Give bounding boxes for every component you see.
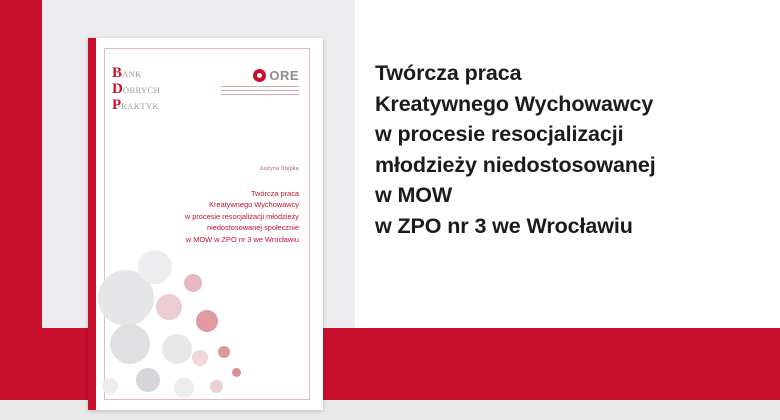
logo-rest-d: OBRYCH xyxy=(122,84,161,95)
logo-row-b xyxy=(112,66,160,82)
headline-line-6: w ZPO nr 3 we Wrocławiu xyxy=(375,213,633,238)
headline-line-2: Kreatywnego Wychowawcy xyxy=(375,91,654,116)
cover-title-line-2: Kreatywnego Wychowawcy xyxy=(209,200,299,210)
cover-title-line-4: niedostosowanej społecznie xyxy=(206,223,299,233)
cover-decorative-circles xyxy=(96,250,323,410)
logo-cap-d: D xyxy=(112,80,123,97)
logo-cap-b: B xyxy=(112,65,123,81)
headline-line-5: w MOW xyxy=(375,183,453,208)
logo-row-p xyxy=(112,98,160,114)
logo-rest-b: ANK xyxy=(122,69,142,79)
ore-logo xyxy=(253,68,299,83)
cover-title xyxy=(139,188,299,245)
page-title xyxy=(375,58,765,241)
logo-rest-p: RAKTYK xyxy=(121,100,159,111)
headline-line-3: w procesie resocjalizacji xyxy=(375,122,624,147)
cover-title-line-3: w procesie resocjalizacji młodzieży xyxy=(184,211,299,221)
logo-cap-p: P xyxy=(112,96,122,113)
headline-line-4: młodzieży niedostosowanej xyxy=(375,152,656,177)
cover-spine xyxy=(88,38,96,410)
bank-dobrych-praktyk-logo xyxy=(112,66,160,113)
publication-cover[interactable] xyxy=(88,38,323,410)
cover-author: Justyna Stępka xyxy=(259,166,299,172)
ore-label: ORE xyxy=(269,68,299,83)
cover-title-line-1: Twórcza praca xyxy=(250,189,299,198)
headline-line-1: Twórcza praca xyxy=(375,61,522,85)
logo-row-d xyxy=(112,82,160,98)
cover-title-line-5: w MOW w ZPO nr 3 we Wrocławiu xyxy=(185,234,299,244)
ore-circle-icon xyxy=(253,69,266,82)
ore-rule-lines xyxy=(221,86,299,98)
